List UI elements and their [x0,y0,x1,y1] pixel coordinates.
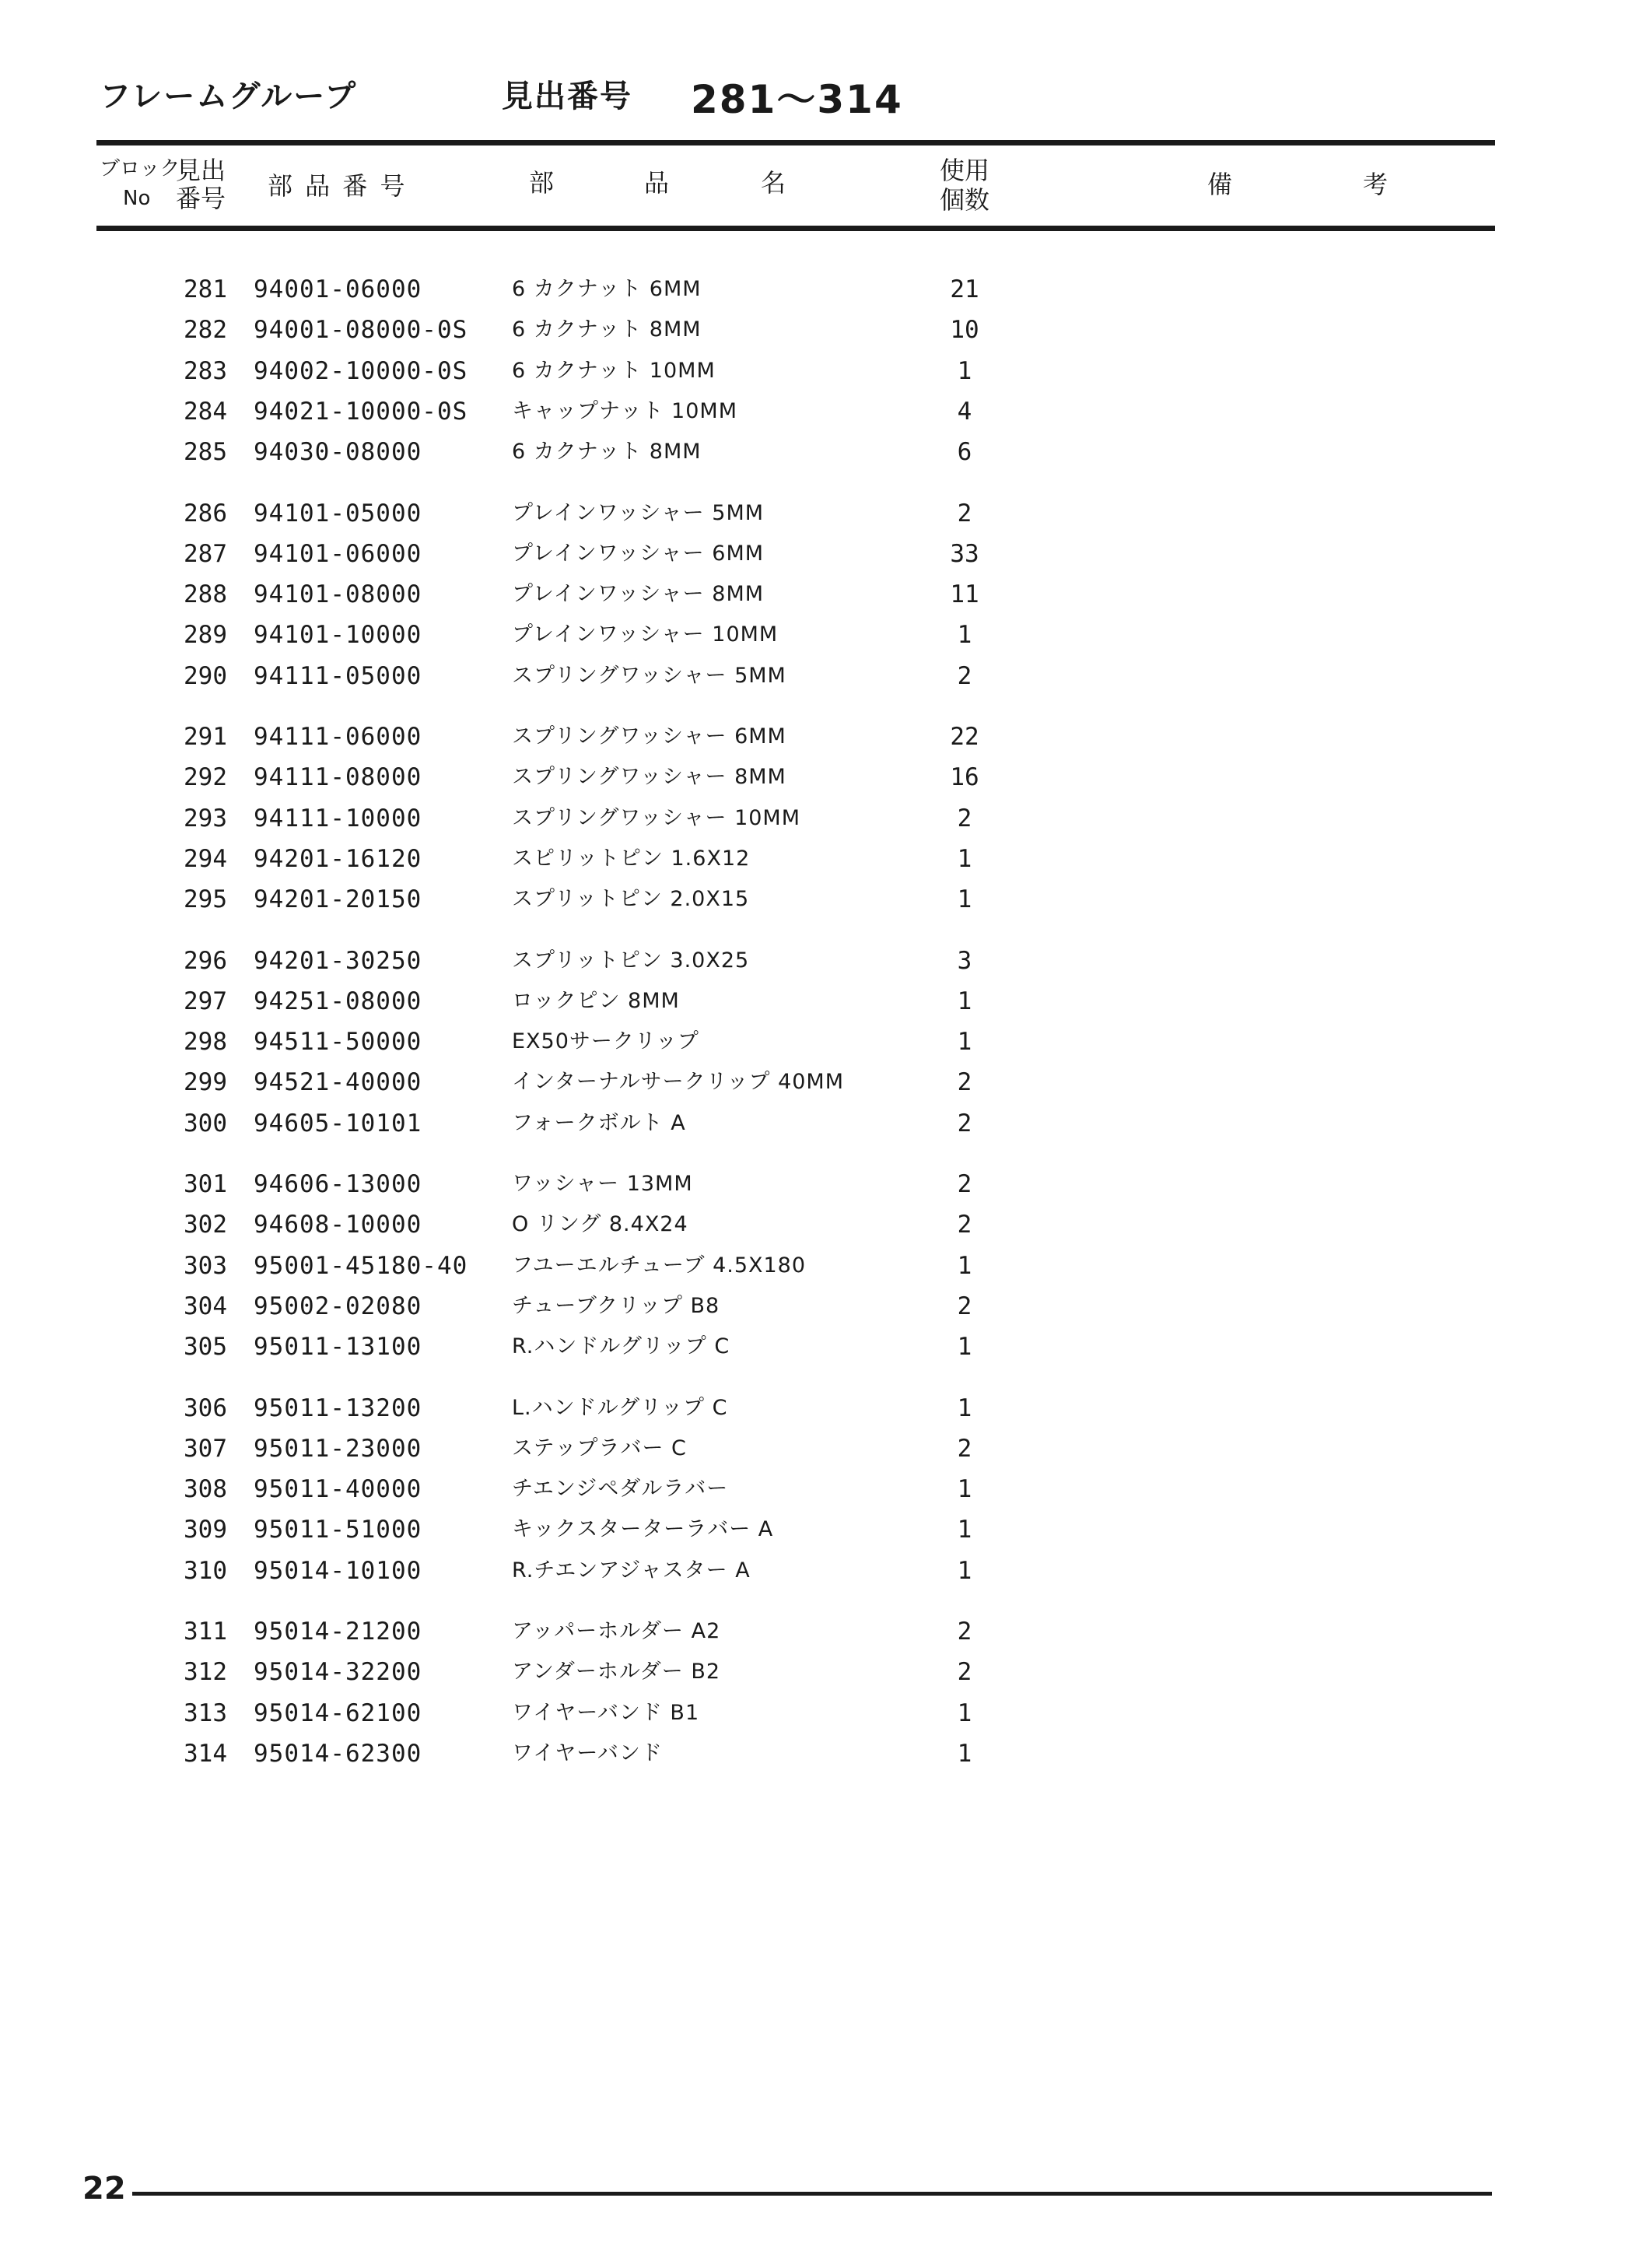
row-quantity: 21 [950,275,979,303]
table-row [0,432,1632,472]
col-block-no-top: ブロック [100,157,180,181]
col-remarks-1: 備 [1207,170,1233,199]
row-quantity: 1 [957,1739,972,1768]
row-index-number: 296 [184,946,227,975]
row-part-name: スピリットピン 1.6X12 [512,846,751,871]
footer-rule [132,2192,1492,2196]
row-part-name: R.チエンアジャスター A [512,1558,751,1583]
row-index-number: 308 [184,1475,227,1504]
col-remarks-2: 考 [1363,170,1389,199]
row-index-number: 293 [184,804,227,833]
row-quantity: 33 [950,539,979,568]
table-row [0,1428,1632,1469]
row-index-number: 292 [184,763,227,792]
table-row [0,269,1632,310]
table-row [0,1388,1632,1428]
row-part-name: ワイヤーバンド B1 [512,1700,700,1725]
row-part-name: 6 カクナット 8MM [512,440,702,464]
table-row [0,1611,1632,1652]
row-part-number: 94021-10000-0S [254,397,468,426]
row-part-number: 94521-40000 [254,1068,422,1097]
table-row [0,1327,1632,1367]
row-part-name: スプリングワッシャー 6MM [512,724,786,748]
row-part-number: 95011-51000 [254,1516,422,1544]
row-part-number: 94201-20150 [254,885,422,914]
table-row [0,1733,1632,1774]
row-part-number: 94101-08000 [254,580,422,609]
row-part-number: 95014-62100 [254,1698,422,1727]
row-quantity: 2 [957,1068,972,1097]
row-part-number: 95014-21200 [254,1618,422,1646]
row-part-name: フユーエルチューブ 4.5X180 [512,1253,807,1278]
row-part-number: 94001-08000-0S [254,316,468,345]
row-part-number: 95011-13100 [254,1333,422,1362]
header-bottom-rule [96,226,1495,231]
row-part-number: 94201-30250 [254,946,422,975]
row-part-name: ロックピン 8MM [512,988,680,1013]
col-part-number: 部 品 番 号 [268,171,405,201]
row-index-number: 300 [184,1109,227,1138]
table-row [0,1246,1632,1286]
row-part-number: 94101-06000 [254,539,422,568]
row-index-number: 297 [184,987,227,1015]
table-row [0,1469,1632,1509]
row-part-name: プレインワッシャー 5MM [512,500,765,525]
row-index-number: 287 [184,539,227,568]
row-index-number: 284 [184,397,227,426]
row-index-number: 281 [184,275,227,303]
table-row [0,534,1632,574]
row-part-number: 94606-13000 [254,1170,422,1198]
col-qty-bottom: 個数 [940,185,990,215]
row-part-name: キックスターターラバー A [512,1517,774,1542]
row-part-number: 94001-06000 [254,275,422,303]
row-quantity: 1 [957,1556,972,1585]
table-row [0,757,1632,797]
row-quantity: 2 [957,661,972,690]
table-row [0,1551,1632,1591]
row-index-number: 309 [184,1516,227,1544]
row-quantity: 6 [957,438,972,467]
row-part-name: スプリットピン 2.0X15 [512,887,750,912]
row-index-number: 307 [184,1434,227,1463]
row-part-name: 6 カクナット 10MM [512,358,716,383]
table-row [0,1204,1632,1245]
row-index-number: 314 [184,1739,227,1768]
row-index-number: 312 [184,1658,227,1687]
row-quantity: 1 [957,621,972,650]
row-part-number: 95011-13200 [254,1393,422,1422]
index-range: 281〜314 [691,77,903,122]
col-index-no-bottom: 番号 [176,184,226,213]
row-quantity: 2 [957,1292,972,1320]
row-quantity: 1 [957,1393,972,1422]
row-index-number: 288 [184,580,227,609]
row-part-name: スプリングワッシャー 8MM [512,765,786,790]
row-part-name: スプリングワッシャー 10MM [512,805,801,830]
row-part-number: 94201-16120 [254,844,422,873]
row-quantity: 1 [957,885,972,914]
row-part-name: 6 カクナット 8MM [512,317,702,342]
col-index-no-top: 見出 [176,156,226,185]
row-part-number: 94605-10101 [254,1109,422,1138]
row-part-name: 6 カクナット 6MM [512,277,702,301]
row-quantity: 11 [950,580,979,609]
row-quantity: 2 [957,1109,972,1138]
row-index-number: 311 [184,1618,227,1646]
row-index-number: 283 [184,356,227,385]
row-index-number: 303 [184,1251,227,1280]
row-index-number: 295 [184,885,227,914]
row-part-number: 94002-10000-0S [254,356,468,385]
row-quantity: 1 [957,1516,972,1544]
row-index-number: 310 [184,1556,227,1585]
row-part-number: 95014-32200 [254,1658,422,1687]
page-number: 22 [82,2171,126,2207]
row-part-number: 95014-10100 [254,1556,422,1585]
row-part-name: ステップラバー C [512,1435,687,1460]
row-part-name: R.ハンドルグリップ C [512,1334,730,1359]
row-quantity: 1 [957,1251,972,1280]
row-part-number: 95001-45180-40 [254,1251,468,1280]
row-quantity: 4 [957,397,972,426]
row-quantity: 2 [957,1618,972,1646]
row-part-number: 94101-10000 [254,621,422,650]
table-row [0,839,1632,879]
row-part-number: 94101-05000 [254,499,422,528]
row-part-name: アンダーホルダー B2 [512,1660,721,1684]
table-row [0,1509,1632,1550]
table-row [0,1164,1632,1204]
row-part-name: チューブクリップ B8 [512,1293,720,1318]
row-index-number: 285 [184,438,227,467]
row-part-name: プレインワッシャー 10MM [512,622,779,647]
row-part-number: 94030-08000 [254,438,422,467]
row-part-name: スプリットピン 3.0X25 [512,948,750,973]
table-row [0,798,1632,839]
row-index-number: 298 [184,1028,227,1057]
row-part-name: O リング 8.4X24 [512,1212,688,1237]
row-part-number: 94111-06000 [254,723,422,751]
row-index-number: 305 [184,1333,227,1362]
col-qty-top: 使用 [940,156,990,185]
table-row [0,981,1632,1022]
row-part-name: L.ハンドルグリップ C [512,1395,728,1420]
row-part-name: プレインワッシャー 8MM [512,582,765,607]
row-index-number: 291 [184,723,227,751]
table-row [0,1022,1632,1062]
col-part-name-2: 品 [644,168,670,198]
row-part-name: ワイヤーバンド [512,1740,663,1765]
row-index-number: 301 [184,1170,227,1198]
table-row [0,656,1632,696]
row-index-number: 313 [184,1698,227,1727]
table-row [0,1062,1632,1102]
table-row [0,351,1632,391]
row-part-number: 94111-05000 [254,661,422,690]
row-part-name: アッパーホルダー A2 [512,1619,721,1643]
row-quantity: 1 [957,1698,972,1727]
row-quantity: 2 [957,1170,972,1198]
row-quantity: 1 [957,1028,972,1057]
row-part-number: 94511-50000 [254,1028,422,1057]
col-part-name-1: 部 [529,168,555,198]
row-part-number: 95002-02080 [254,1292,422,1320]
table-row [0,1652,1632,1692]
table-row [0,717,1632,757]
group-title: フレームグループ [100,79,358,114]
row-index-number: 302 [184,1211,227,1239]
row-index-number: 306 [184,1393,227,1422]
header-top-rule [96,140,1495,145]
row-index-number: 290 [184,661,227,690]
row-part-number: 94111-10000 [254,804,422,833]
row-index-number: 294 [184,844,227,873]
table-row [0,574,1632,615]
row-part-name: キャップナット 10MM [512,398,737,423]
row-index-number: 299 [184,1068,227,1097]
row-quantity: 22 [950,723,979,751]
row-part-number: 95014-62300 [254,1739,422,1768]
row-quantity: 10 [950,316,979,345]
table-row [0,615,1632,655]
row-quantity: 2 [957,1434,972,1463]
table-row [0,941,1632,981]
table-row [0,391,1632,432]
row-part-name: チエンジペダルラバー [512,1477,729,1502]
row-quantity: 1 [957,1333,972,1362]
row-quantity: 1 [957,356,972,385]
table-row [0,1286,1632,1327]
table-row [0,493,1632,534]
row-quantity: 1 [957,987,972,1015]
table-row [0,879,1632,920]
row-part-name: フォークボルト A [512,1110,686,1135]
row-index-number: 282 [184,316,227,345]
row-index-number: 289 [184,621,227,650]
col-part-name-3: 名 [761,168,786,198]
row-quantity: 2 [957,1658,972,1687]
row-part-number: 95011-40000 [254,1475,422,1504]
row-part-name: EX50サークリップ [512,1029,699,1054]
row-quantity: 16 [950,763,979,792]
table-row [0,1693,1632,1733]
index-label: 見出番号 [502,79,632,114]
row-quantity: 1 [957,844,972,873]
row-part-number: 95011-23000 [254,1434,422,1463]
row-part-number: 94251-08000 [254,987,422,1015]
row-quantity: 2 [957,804,972,833]
row-quantity: 2 [957,499,972,528]
col-block-no-bottom: No [123,187,151,210]
row-part-number: 94111-08000 [254,763,422,792]
row-index-number: 304 [184,1292,227,1320]
row-quantity: 1 [957,1475,972,1504]
row-part-name: スプリングワッシャー 5MM [512,663,786,688]
table-row [0,310,1632,350]
row-index-number: 286 [184,499,227,528]
table-row [0,1103,1632,1144]
row-part-number: 94608-10000 [254,1211,422,1239]
row-part-name: インターナルサークリップ 40MM [512,1070,845,1095]
row-part-name: ワッシャー 13MM [512,1172,693,1196]
row-part-name: プレインワッシャー 6MM [512,541,765,566]
row-quantity: 3 [957,946,972,975]
row-quantity: 2 [957,1211,972,1239]
